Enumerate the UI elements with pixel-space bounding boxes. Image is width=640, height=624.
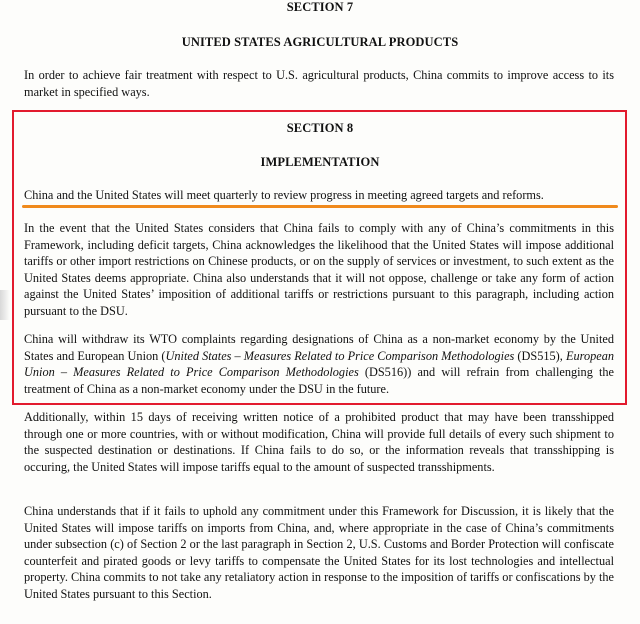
- section-8-paragraph-5: China understands that if it fails to uphold any commitment under this Framework for Discussion, it is likely that the United States will impose tariffs on imports from China, and, where appropriate in the case of China’s commitments under subsection (c) of Section 2 or the last paragraph in Section 2, U.S. Customs and Border Protection will confiscate counterfeit and pirated goods or levy tariffs to compensate the United States for its lost technologies and intellectual property. China commits to not take any retaliatory action in response to the imposition of tariffs or confiscations by the United States pursuant to this Section.: [24, 504, 614, 601]
- section-8-paragraph-3: [24, 331, 614, 397]
- p3-text-2: (DS515),: [514, 348, 566, 363]
- p3-text-3: (DS516)) and will refrain from challenging the treatment of China as a non-market economy under the DSU in the future.: [24, 365, 614, 396]
- section-8-paragraph-1: China and the United States will meet quarterly to review progress in meeting agreed targets and reforms.: [24, 188, 544, 202]
- scan-edge-shadow: [0, 290, 10, 320]
- section-7-number: SECTION 7: [286, 0, 354, 14]
- p3-case-2: European Union – Measures Related to Price Comparison Methodologies: [24, 348, 614, 380]
- section-8-paragraph-2: In the event that the United States considers that China fails to comply with any of China’s commitments in this Framework, including deficit targets, China acknowledges the likelihood that the United States will impose additional tariffs or other import restrictions on Chinese products, or on the supply of services or investment, to such extent as the United States deems appropriate. China also understands that it will not oppose, challenge or take any form of action against the United States’ imposition of additional tariffs or restrictions pursuant to this paragraph, including action pursuant to the DSU.: [24, 221, 614, 318]
- section-8-title: IMPLEMENTATION: [260, 155, 380, 169]
- p3-text-1: China will withdraw its WTO complaints regarding designations of China as a non-market economy by the United States and European Union (: [24, 332, 614, 363]
- section-8-paragraph-4: Additionally, within 15 days of receiving written notice of a prohibited product that may have been transshipped through one or more countries, with or without modification, China will provide full details of every such shipment to the suspected destination or destinations. If China fails to do so, or the information reveals that transshipping is occuring, the United States will impose tariffs equal to the amount of suspected transshipments.: [24, 410, 614, 474]
- section-7-paragraph: In order to achieve fair treatment with respect to U.S. agricultural products, China commits to improve access to its market in specified ways.: [24, 68, 614, 99]
- section-7-title: UNITED STATES AGRICULTURAL PRODUCTS: [181, 35, 459, 49]
- p3-case-1: United States – Measures Related to Price Comparison Methodologies: [165, 348, 515, 363]
- orange-underline-annotation: [22, 205, 618, 208]
- section-8-number: SECTION 8: [286, 121, 354, 135]
